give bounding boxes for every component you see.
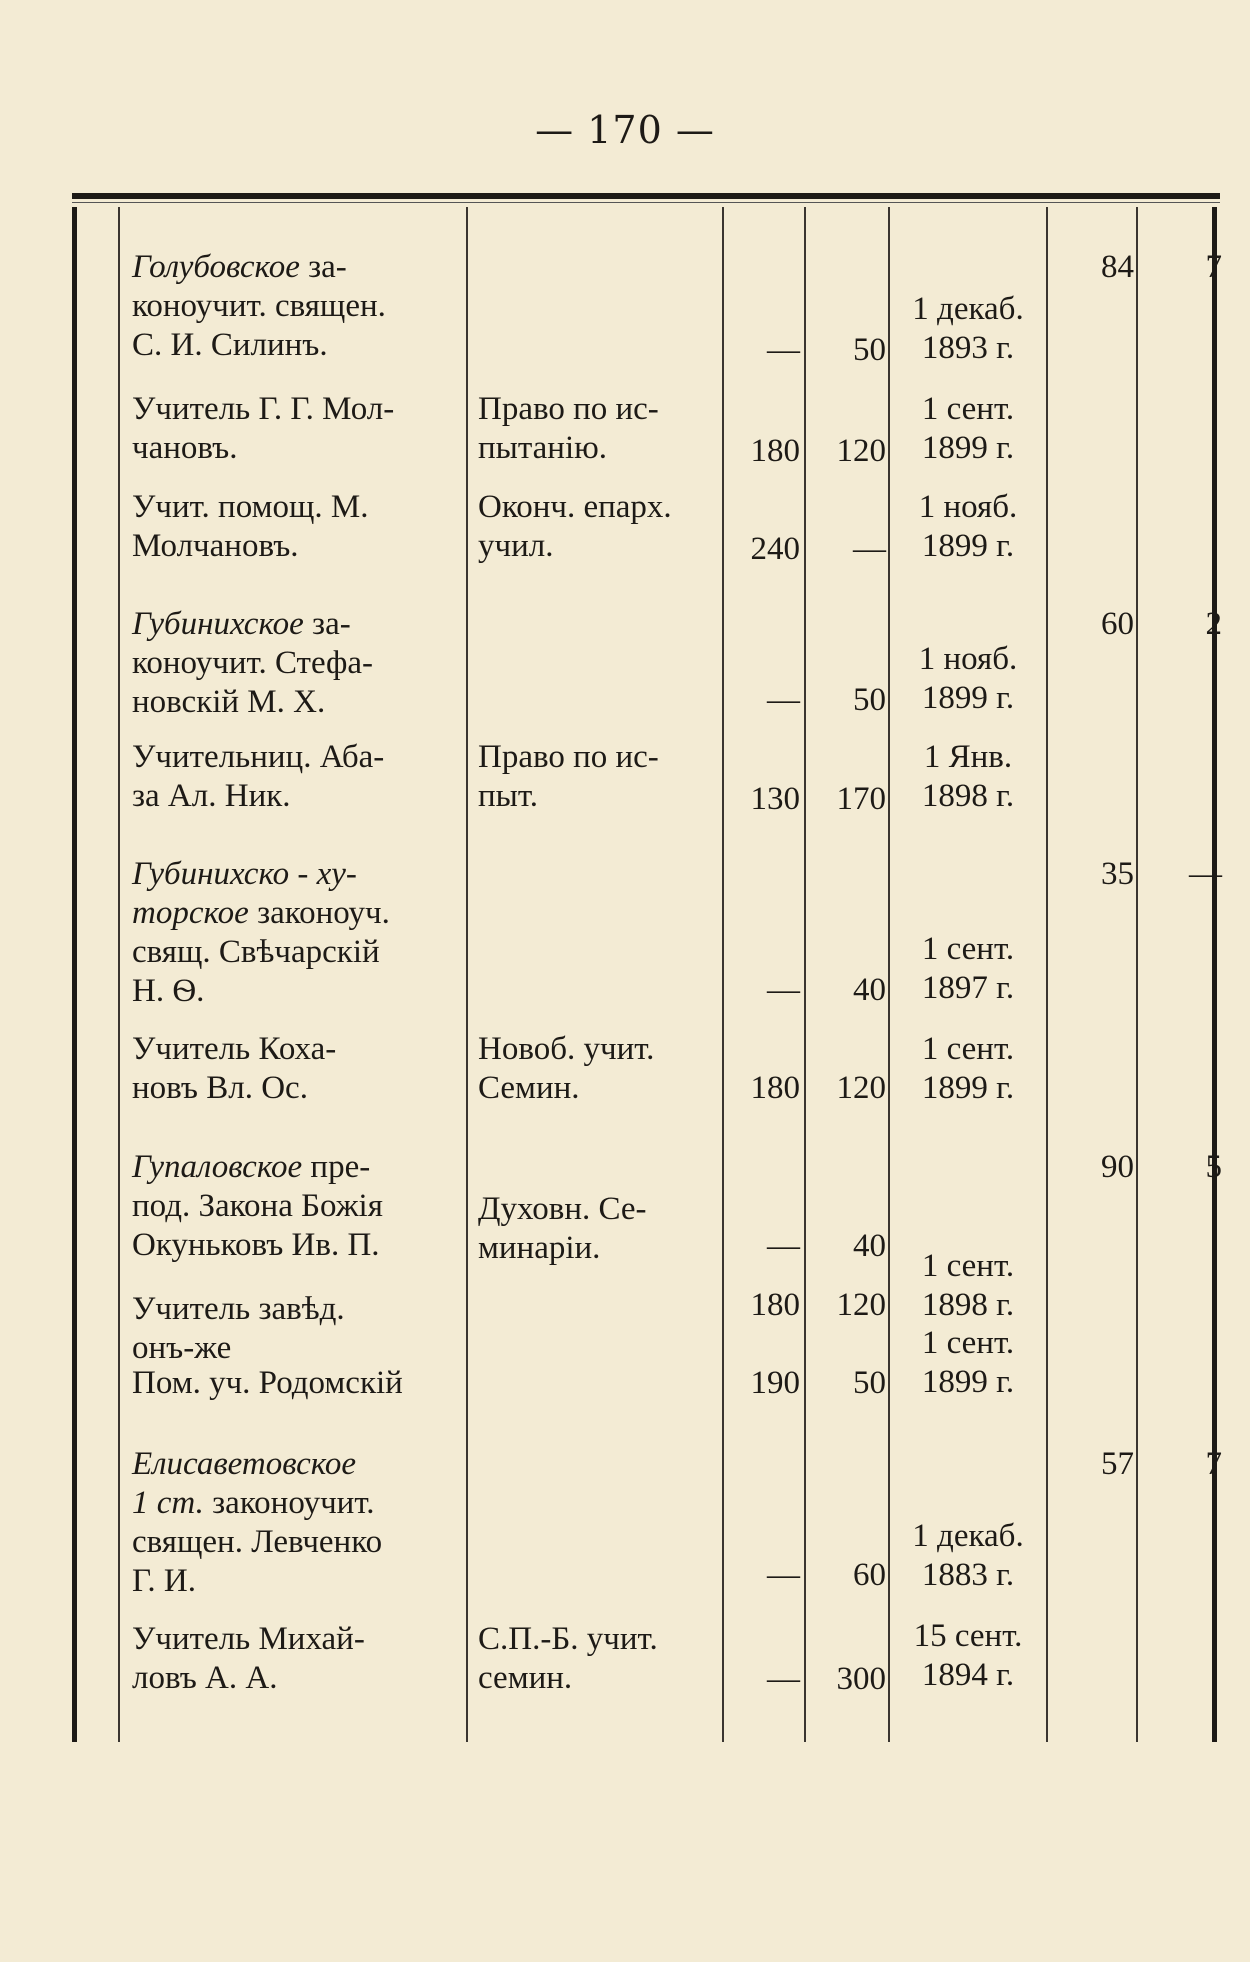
entry-name-text: новъ Вл. Ос. [132, 1070, 308, 1106]
service-date-line: 1899 г. [921, 430, 1015, 466]
education-line: минаріи. [478, 1230, 601, 1266]
entry-name-line [132, 527, 450, 566]
page-number: — 170 — [535, 108, 715, 152]
salary-treasury: 120 [836, 1070, 886, 1106]
school-name: 1 ст. [132, 1485, 204, 1521]
entry-name-text: Учитель Михай- [132, 1621, 365, 1657]
entry-name-line [132, 1069, 450, 1108]
salary-school: — [767, 1661, 800, 1697]
entry-name-text: свящ. Свѣчарскій [132, 934, 380, 970]
education-line: пытанію. [478, 430, 608, 466]
column-rule [888, 207, 890, 1742]
service-date-line: 1898 г. [921, 778, 1015, 814]
salary-treasury: 50 [853, 332, 886, 368]
entry-name [132, 390, 450, 468]
salary-treasury: 120 [836, 1287, 886, 1323]
service-date-line: 1 Янв. [923, 739, 1013, 775]
service-date-line: 1883 г. [921, 1557, 1015, 1593]
entry-name-line [132, 855, 450, 894]
entry-name-line [132, 1523, 450, 1562]
pupils-count-girls: 7 [1205, 249, 1222, 285]
service-date-line: 1 сент. [921, 1248, 1015, 1284]
salary-school: 180 [750, 433, 800, 469]
salary-school: — [767, 682, 800, 718]
education [478, 390, 718, 468]
salary-school: 190 [750, 1365, 800, 1401]
salary-treasury: 120 [836, 433, 886, 469]
entry-name-text: Учит. помощ. М. [132, 489, 369, 525]
entry-name-text: пре- [302, 1149, 371, 1185]
entry-name-line [132, 1620, 450, 1659]
entry-name [132, 1290, 450, 1368]
entry-name-line [132, 1484, 450, 1523]
education [478, 1190, 718, 1268]
entry-name-text: священ. Левченко [132, 1524, 383, 1560]
entry-name-text: ловъ А. А. [132, 1660, 278, 1696]
salary-school: — [767, 972, 800, 1008]
entry-name-text: под. Закона Божія [132, 1188, 383, 1224]
pupils-count-girls: — [1189, 856, 1222, 892]
entry-name-line [132, 738, 450, 777]
entry-name-line [132, 777, 450, 816]
entry-name [132, 1364, 450, 1403]
entry-name-text: чановъ. [132, 430, 238, 466]
pupils-count: 84 [1101, 249, 1134, 285]
entry-name [132, 738, 450, 816]
entry-name-line [132, 1226, 450, 1265]
entry-name-text: Учитель Коха- [132, 1031, 337, 1067]
education-line: Новоб. учит. [478, 1031, 655, 1067]
school-name: Голубовское [132, 249, 300, 285]
education [478, 488, 718, 566]
pupils-count-girls: 5 [1205, 1149, 1222, 1185]
service-date [892, 738, 1044, 816]
education-line: Оконч. епарх. [478, 489, 672, 525]
salary-school: — [767, 1557, 800, 1593]
entry-name-line [132, 1659, 450, 1698]
salary-treasury: 50 [853, 682, 886, 718]
pupils-count-girls: 2 [1205, 606, 1222, 642]
pupils-count: 35 [1101, 856, 1134, 892]
column-rule-left [72, 207, 77, 1742]
education-line: Право по ис- [478, 391, 659, 427]
school-name: Губинихское [132, 606, 304, 642]
salary-school: 240 [750, 531, 800, 567]
education [478, 1620, 718, 1698]
salary-school: — [767, 332, 800, 368]
education-line: учил. [478, 528, 554, 564]
salary-treasury: 170 [836, 781, 886, 817]
service-date-line: 1 нояб. [918, 641, 1018, 677]
education-line: Духовн. Се- [478, 1191, 647, 1227]
entry-name-text: Н. Ѳ. [132, 973, 205, 1009]
entry-name-line [132, 1148, 450, 1187]
pupils-count: 90 [1101, 1149, 1134, 1185]
education-line: семин. [478, 1660, 573, 1696]
education-line: пыт. [478, 778, 539, 814]
entry-name-text: коноучит. Стефа- [132, 645, 374, 681]
service-date-line: 1 сент. [921, 391, 1015, 427]
service-date-line: 1 нояб. [918, 489, 1018, 525]
salary-treasury: 50 [853, 1365, 886, 1401]
entry-name-text: Г. И. [132, 1563, 196, 1599]
service-date-line: 1899 г. [921, 1364, 1015, 1400]
salary-treasury: — [853, 531, 886, 567]
service-date-line: 1899 г. [921, 680, 1015, 716]
entry-name-line [132, 287, 450, 326]
service-date-line: 1 сент. [921, 1031, 1015, 1067]
pupils-count-girls: 7 [1205, 1446, 1222, 1482]
entry-name-text: за Ал. Ник. [132, 778, 291, 814]
salary-school: — [767, 1228, 800, 1264]
school-name: торское [132, 895, 249, 931]
service-date [892, 390, 1044, 468]
service-date-line: 1 декаб. [912, 291, 1024, 327]
entry-name-text: онъ-же [132, 1330, 232, 1366]
education [478, 738, 718, 816]
entry-name-text: Пом. уч. Родомскій [132, 1365, 403, 1401]
service-date-line: 1893 г. [921, 330, 1015, 366]
service-date-line: 1 сент. [921, 931, 1015, 967]
service-date-line: 15 сент. [913, 1618, 1023, 1654]
column-rule [118, 207, 120, 1742]
entry-name-line [132, 1562, 450, 1601]
entry-name-line [132, 933, 450, 972]
entry-name-line [132, 390, 450, 429]
service-date-line: 1899 г. [921, 1070, 1015, 1106]
service-date [892, 1247, 1044, 1325]
education-line: С.П.-Б. учит. [478, 1621, 658, 1657]
entry-name-text: С. И. Силинъ. [132, 327, 328, 363]
education [478, 1030, 718, 1108]
service-date [892, 1324, 1044, 1402]
salary-treasury: 40 [853, 972, 886, 1008]
entry-name-line [132, 644, 450, 683]
column-rule-right [1212, 207, 1217, 1742]
education-line: Право по ис- [478, 739, 659, 775]
entry-name-line [132, 1364, 450, 1403]
salary-treasury: 60 [853, 1557, 886, 1593]
service-date [892, 930, 1044, 1008]
school-name: Гупаловское [132, 1149, 303, 1185]
service-date [892, 1030, 1044, 1108]
top-rule [72, 193, 1220, 199]
entry-name [132, 1148, 450, 1265]
entry-name-text: Учитель Г. Г. Мол- [132, 391, 395, 427]
column-rule [466, 207, 468, 1742]
entry-name [132, 1445, 450, 1601]
salary-school: 180 [750, 1287, 800, 1323]
service-date-line: 1894 г. [921, 1657, 1015, 1693]
entry-name-line [132, 1329, 450, 1368]
entry-name [132, 1620, 450, 1698]
entry-name-line [132, 326, 450, 365]
column-rule [1136, 207, 1138, 1742]
entry-name-text: за- [299, 249, 347, 285]
top-rule-thin [72, 202, 1220, 203]
service-date-line: 1899 г. [921, 528, 1015, 564]
column-rule [1046, 207, 1048, 1742]
entry-name-text: коноучит. священ. [132, 288, 386, 324]
service-date [892, 1617, 1044, 1695]
entry-name-text: Учительниц. Аба- [132, 739, 385, 775]
pupils-count: 57 [1101, 1446, 1134, 1482]
entry-name-line [132, 1030, 450, 1069]
entry-name [132, 605, 450, 722]
entry-name-line [132, 1290, 450, 1329]
entry-name-text: за- [303, 606, 351, 642]
entry-name-line [132, 488, 450, 527]
entry-name [132, 488, 450, 566]
entry-name-text: Окуньковъ Ив. П. [132, 1227, 380, 1263]
entry-name-line [132, 683, 450, 722]
entry-name-line [132, 605, 450, 644]
service-date [892, 488, 1044, 566]
entry-name-line [132, 248, 450, 287]
entry-name-text: законоучит. [203, 1485, 375, 1521]
entry-name-line [132, 429, 450, 468]
service-date-line: 1897 г. [921, 970, 1015, 1006]
entry-name-text: законоуч. [248, 895, 390, 931]
entry-name-line [132, 1445, 450, 1484]
entry-name [132, 855, 450, 1011]
entry-name [132, 1030, 450, 1108]
salary-school: 180 [750, 1070, 800, 1106]
entry-name-line [132, 972, 450, 1011]
service-date [892, 1517, 1044, 1595]
service-date-line: 1898 г. [921, 1287, 1015, 1323]
entry-name-text: Учитель завѣд. [132, 1291, 345, 1327]
school-name: Елисаветовское [132, 1446, 357, 1482]
entry-name [132, 248, 450, 365]
service-date-line: 1 сент. [921, 1325, 1015, 1361]
salary-school: 130 [750, 781, 800, 817]
entry-name-line [132, 894, 450, 933]
entry-name-line [132, 1187, 450, 1226]
service-date [892, 640, 1044, 718]
education-line: Семин. [478, 1070, 580, 1106]
entry-name-text: Молчановъ. [132, 528, 299, 564]
salary-treasury: 300 [836, 1661, 886, 1697]
service-date [892, 290, 1044, 368]
salary-treasury: 40 [853, 1228, 886, 1264]
service-date-line: 1 декаб. [912, 1518, 1024, 1554]
pupils-count: 60 [1101, 606, 1134, 642]
entry-name-text: новскій М. Х. [132, 684, 326, 720]
school-name: Губинихско - ху- [132, 856, 357, 892]
